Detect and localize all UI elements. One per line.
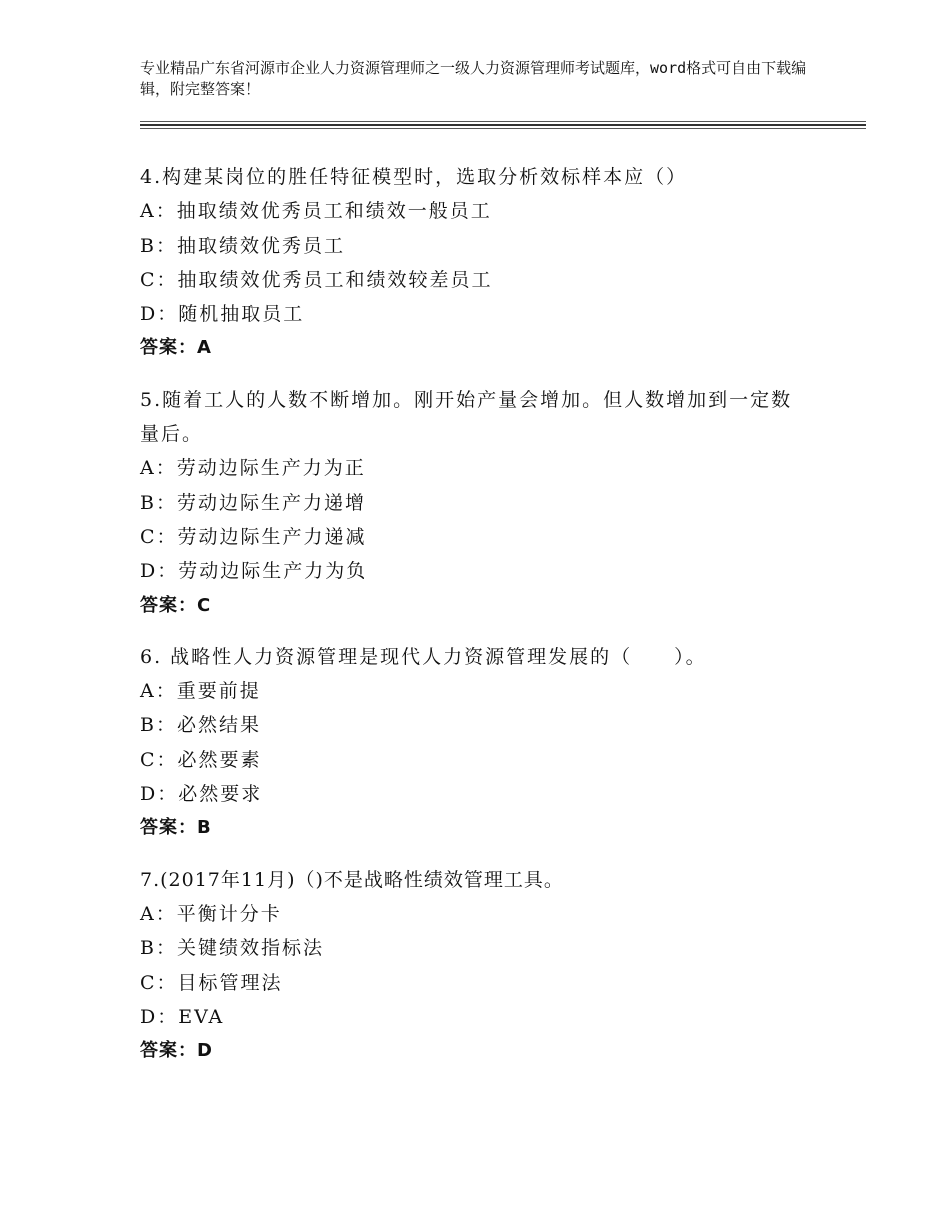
option-d: D：必然要求	[140, 783, 263, 806]
question-7	[140, 863, 830, 1069]
option-d: D：随机抽取员工	[140, 303, 305, 326]
answer-label: 答案：C	[140, 594, 212, 616]
option-d: D：EVA	[140, 1005, 225, 1028]
header-divider-top	[140, 121, 866, 122]
option-c: C：必然要素	[140, 748, 262, 771]
option-b: B：关键绩效指标法	[140, 937, 324, 960]
option-c: C：目标管理法	[140, 971, 283, 994]
answer-label: 答案：B	[140, 817, 212, 839]
question-stem: 5.随着工人的人数不断增加。刚开始产量会增加。但人数增加到一定数量后。	[140, 388, 793, 446]
question-4	[140, 160, 830, 366]
option-a: A：平衡计分卡	[140, 902, 282, 925]
option-b: B：劳动边际生产力递增	[140, 491, 366, 514]
option-d: D：劳动边际生产力为负	[140, 560, 368, 583]
option-a: A：重要前提	[140, 680, 261, 703]
document-header: 专业精品广东省河源市企业人力资源管理师之一级人力资源管理师考试题库，word格式可自由下载编辑，附完整答案！	[140, 59, 807, 98]
question-list	[140, 160, 830, 1085]
answer-label: 答案：D	[140, 1040, 213, 1062]
option-b: B：抽取绩效优秀员工	[140, 234, 345, 257]
option-c: C：劳动边际生产力递减	[140, 525, 367, 548]
question-stem: 6. 战略性人力资源管理是现代人力资源管理发展的（ ）。	[140, 645, 707, 668]
question-stem: 4.构建某岗位的胜任特征模型时，选取分析效标样本应（）	[140, 166, 688, 188]
header-divider-middle	[140, 124, 866, 126]
header-divider-bottom	[140, 128, 866, 129]
option-c: C：抽取绩效优秀员工和绩效较差员工	[140, 268, 493, 291]
question-6	[140, 640, 830, 846]
question-stem: 7.(2017年11月)（)不是战略性绩效管理工具。	[140, 868, 564, 891]
option-a: A：抽取绩效优秀员工和绩效一般员工	[140, 200, 492, 223]
option-b: B：必然结果	[140, 714, 261, 737]
answer-label: 答案：A	[140, 337, 212, 359]
option-a: A：劳动边际生产力为正	[140, 457, 366, 480]
question-5	[140, 383, 830, 623]
